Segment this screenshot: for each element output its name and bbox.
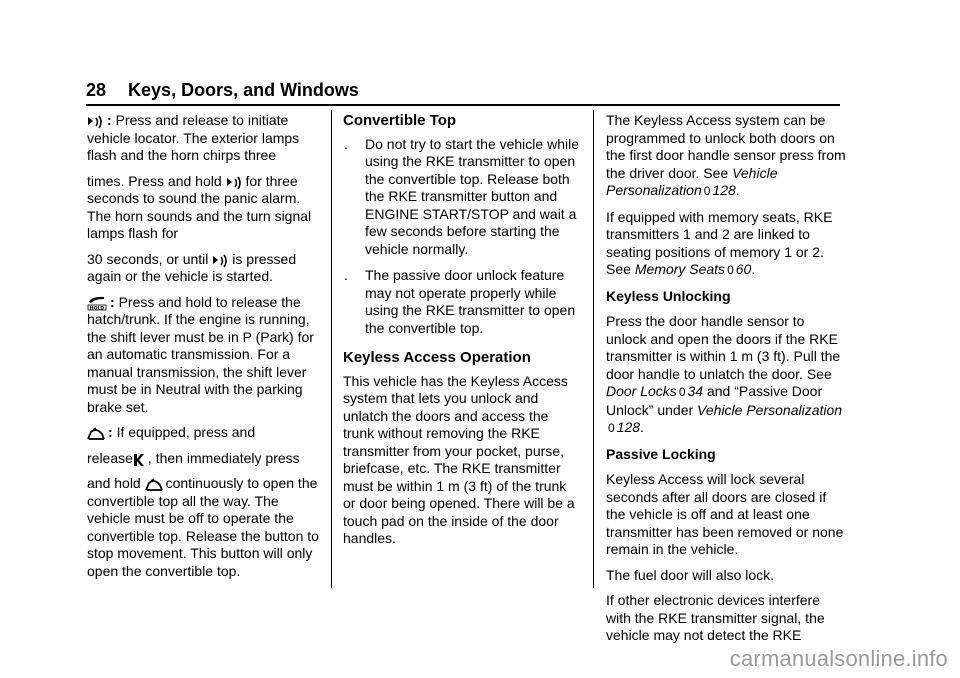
body-text: three seconds to sound the panic alarm. The horn sounds and the turn signal lamps flash for <box>87 172 312 241</box>
vehicle-personalization-link[interactable]: Vehicle Personalization <box>697 401 843 418</box>
trunk-release-hold-icon <box>87 295 107 311</box>
keyless-unlocking-heading: Keyless Unlocking <box>606 287 731 304</box>
keyless-unlocking-paragraph <box>606 313 846 438</box>
interference-paragraph: If other electronic devices interfere with the RKE transmitter signal, the vehicle may not detect the RKE <box>606 592 825 643</box>
convertible-paragraph-cont <box>87 450 321 468</box>
programming-paragraph <box>606 112 846 201</box>
body-text: If equipped, press and <box>116 424 256 440</box>
svg-text:HOLD: HOLD <box>89 305 105 311</box>
header-rule <box>86 104 840 106</box>
convertible-top-icon <box>87 427 105 441</box>
page-ref[interactable]: 128 <box>616 419 641 435</box>
body-text: , then immediately press <box>147 449 300 466</box>
page-number: 28 <box>86 80 107 100</box>
body-text: for <box>245 172 262 189</box>
trunk-paragraph <box>87 294 321 417</box>
body-text: If equipped with memory seats, RKE transmitters 1 and 2 are linked to seating positions of memory 1 or 2. See <box>606 208 833 277</box>
body-text: Press and release to initiate vehicle locator. The exterior lamps flash and the horn chirps three <box>87 112 300 163</box>
body-text: Press the door handle sensor to unlock and open the doors if the RKE transmitter is within 1 m (3 ft). Pull the door handle to unlatch the door. See <box>606 313 841 382</box>
body-text: release <box>87 449 133 466</box>
memory-seats-link[interactable]: Memory Seats <box>634 261 726 277</box>
page-arrow: 0 <box>727 263 734 277</box>
passive-locking-heading: Passive Locking <box>606 445 716 462</box>
body-text: . <box>640 419 644 435</box>
body-text: Press and hold to release the hatch/trunk. If the engine is running, the shift lever must be in P (Park) for an automatic transmission. For a manual transmission, the shift lever must be in Neutral with the parking brake set. <box>87 293 314 415</box>
column-divider-left <box>331 110 332 588</box>
bullet-text: Do not try to start the vehicle while using the RKE transmitter to open the convertible top. Release both the RKE transmitter button and ENGINE START/STOP and wait a few seconds before starting the vehicle normally. <box>365 135 579 257</box>
panic-paragraph-cont <box>87 251 321 286</box>
body-text: The Keyless Access system can be programmed to unlock both doors on the first door handle sensor press from the driver door. See <box>606 112 846 181</box>
bullet-item <box>343 267 581 337</box>
body-text: 30 seconds, or until <box>87 250 209 267</box>
page-arrow: 0 <box>678 385 686 399</box>
column-1 <box>87 112 321 588</box>
door-locks-link[interactable]: Door Locks <box>606 383 677 399</box>
bullet-marker: . <box>344 135 348 152</box>
bullet-marker: . <box>344 267 348 283</box>
memory-seats-paragraph <box>606 209 846 280</box>
keyless-access-heading: Keyless Access Operation <box>343 349 531 366</box>
vehicle-locator-horn-icon <box>87 115 104 129</box>
column-divider-right <box>593 110 594 588</box>
page-header <box>86 80 359 101</box>
convertible-top-heading: Convertible Top <box>343 112 457 129</box>
convertible-top-icon <box>145 478 163 492</box>
body-text: times. Press and hold <box>87 172 222 189</box>
vehicle-locator-horn-icon <box>212 254 229 268</box>
passive-locking-paragraph: Keyless Access will lock several seconds after all doors are closed if the vehicle is off and at least one transmitter has been removed or none remain in the vehicle. <box>606 471 844 557</box>
body-text: continuously to open the convertible top all the way. The vehicle must be off to operate the convertible top. Release the button to stop movement. This button will only open the convertible top. <box>87 475 319 579</box>
body-text: and “Passive Door Unlock” under <box>606 383 823 418</box>
body-text: and hold <box>87 475 141 491</box>
bullet-text: The passive door unlock feature may not operate properly while using the RKE transmitter to open the convertible top. <box>365 267 576 336</box>
page-arrow: 0 <box>703 184 711 198</box>
separator: : <box>107 112 112 128</box>
convertible-paragraph <box>87 424 321 442</box>
separator: : <box>108 424 113 440</box>
page-arrow: 0 <box>608 421 615 435</box>
watermark: carmanualsonline.info <box>729 646 948 671</box>
page-ref[interactable]: 34 <box>687 383 704 399</box>
column-2 <box>343 112 581 556</box>
convertible-paragraph-cont2 <box>87 475 321 580</box>
section-title: Keys, Doors, and Windows <box>128 80 359 100</box>
separator: : <box>110 293 115 310</box>
bullet-item <box>343 136 581 259</box>
unlock-key-icon <box>133 453 145 467</box>
vehicle-locator-horn-icon <box>226 176 243 190</box>
column-3 <box>606 112 846 653</box>
remote-start-paragraph <box>87 112 321 165</box>
keyless-access-paragraph: This vehicle has the Keyless Access system that lets you unlock and unlatch the doors and access the trunk without removing the RKE transmitter from your pocket, purse, briefcase, etc. The RKE transmitter must be within 1 m (3 ft) of the trunk or door being opened. There will be a touch pad on the inside of the door handles. <box>343 372 575 546</box>
vehicle-personalization-link[interactable]: Vehicle Personalization <box>606 164 778 198</box>
panic-paragraph <box>87 173 321 243</box>
page-ref[interactable]: 60 <box>735 261 752 277</box>
fuel-door-paragraph: The fuel door will also lock. <box>606 566 775 583</box>
body-text: . <box>735 182 740 198</box>
body-text: . <box>751 261 756 277</box>
page-ref[interactable]: 128 <box>712 182 736 198</box>
body-text: is pressed again or the vehicle is started. <box>87 250 297 284</box>
